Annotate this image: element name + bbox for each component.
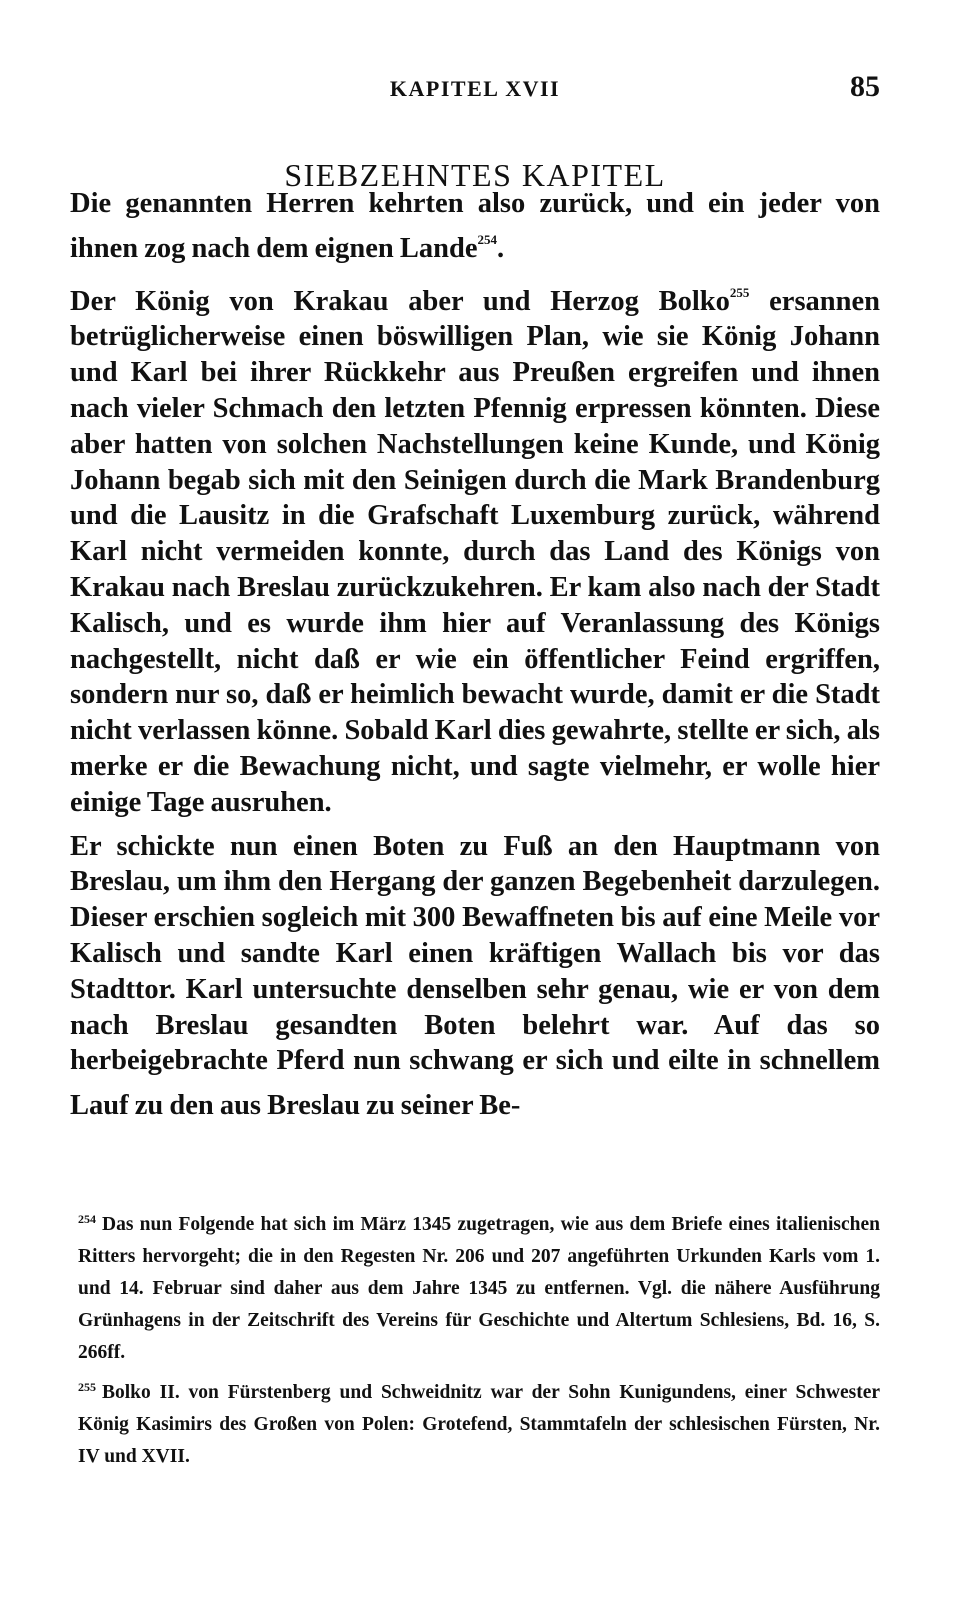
footnote-text: Bolko II. von Fürstenberg und Schweidnitz war der Sohn Kunigundens, einer Schwester König Kasimirs des Großen von Polen: Grotefend, Stammtafeln der schlesischen Fürsten, Nr. IV und XVII.	[78, 1382, 880, 1467]
paragraph	[70, 829, 880, 1124]
paragraph-text: Die genannten Herren kehrten also zurück, und ein jeder von ihnen zog nach dem eignen Lande	[70, 188, 880, 264]
paragraph-text: Der König von Krakau aber und Herzog Bolko	[70, 285, 730, 317]
paragraph-text: .	[497, 232, 505, 264]
paragraph	[70, 186, 880, 267]
chapter-heading: SIEBZEHNTES KAPITEL	[284, 157, 666, 194]
paragraph-text: ersannen betrüglicherweise einen böswilligen Plan, wie sie König Johann und Karl bei ihrer Rückkehr aus Preußen ergreifen und ihnen nach vieler Schmach den letzten Pfennig erpressen könnten. Diese aber hatten von solchen Nachstellungen keine Kunde, und König Johann begab sich mit den Seinigen durch die Mark Brandenburg und die Lausitz in die Grafschaft Luxemburg zurück, während Karl nicht vermeiden konnte, durch das Land des Königs von Krakau nach Breslau zurückzukehren. Er kam also nach der Stadt Kalisch, und es wurde ihm hier auf Veranlassung des Königs nachgestellt, nicht daß er wie ein öffentlicher Feind ergriffen, sondern nur so, daß er heimlich bewacht wurde, damit er die Stadt nicht verlassen könne. Sobald Karl dies gewahrte, stellte er sich, als merke er die Bewachung nicht, und sagte vielmehr, er wolle hier einige Tage ausruhen.	[70, 285, 880, 818]
footnote	[78, 1371, 880, 1473]
paragraph-text: Er schickte nun einen Boten zu Fuß an den Hauptmann von Breslau, um ihm den Hergang der ganzen Begebenheit darzulegen. Dieser erschien sogleich mit 300 Bewaffneten bis auf eine Meile vor Kalisch und sandte Karl einen kräftigen Wallach bis vor das Stadttor. Karl untersuchte denselben sehr genau, wie er von dem nach Breslau gesandten Boten belehrt war. Auf das so herbeigebrachte Pferd nun schwang er sich und eilte in schnellem Lauf zu den aus Breslau zu seiner Be-	[70, 830, 880, 1122]
paragraph	[70, 275, 880, 821]
footnote-number: 255	[78, 1380, 96, 1394]
running-title: KAPITEL XVII	[389, 76, 561, 101]
footnote-reference: 255	[729, 284, 750, 300]
footnote-text: Das nun Folgende hat sich im März 1345 zugetragen, wie aus dem Briefe eines italienischen Ritters hervorgeht; die in den Regesten Nr. 206 und 207 angeführten Urkunden Karls vom 1. und 14. Februar sind daher aus dem Jahre 1345 zu entfernen. Vgl. die nähere Ausführung Grünhagens in der Zeitschrift des Vereins für Geschichte und Altertum Schlesiens, Bd. 16, S. 266ff.	[78, 1214, 880, 1363]
footnote	[78, 1203, 880, 1369]
footnote-number: 254	[78, 1212, 96, 1226]
body-text	[70, 186, 880, 1132]
page-number: 85	[850, 70, 880, 103]
running-header	[70, 68, 880, 108]
footnotes	[78, 1203, 880, 1475]
footnote-reference: 254	[477, 231, 498, 247]
